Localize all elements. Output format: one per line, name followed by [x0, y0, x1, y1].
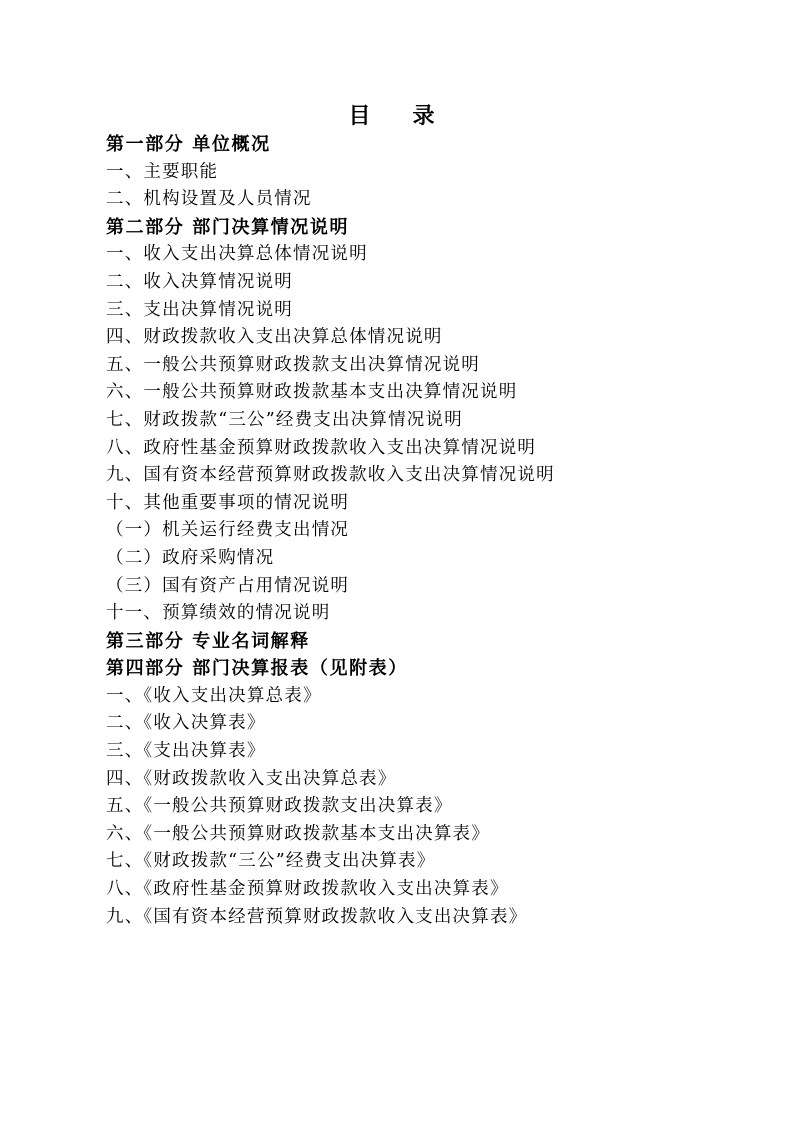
toc-subitem: （一）机关运行经费支出情况	[106, 520, 350, 541]
toc-item: 三、《支出决算表》	[106, 741, 266, 762]
toc-item: 五、《一般公共预算财政拨款支出决算表》	[106, 796, 453, 817]
toc-part-heading: 第三部分 专业名词解释	[106, 630, 310, 652]
toc-part-heading: 第二部分 部门决算情况说明	[106, 216, 350, 238]
toc-item: 六、一般公共预算财政拨款基本支出决算情况说明	[106, 382, 518, 403]
toc-item: 六、《一般公共预算财政拨款基本支出决算表》	[106, 823, 490, 844]
toc-item: 一、收入支出决算总体情况说明	[106, 244, 368, 265]
toc-item: 五、一般公共预算财政拨款支出决算情况说明	[106, 354, 480, 375]
toc-item: 八、《政府性基金预算财政拨款收入支出决算表》	[106, 879, 509, 900]
toc-item: 二、收入决算情况说明	[106, 271, 293, 292]
toc-item: 二、《收入决算表》	[106, 713, 266, 734]
toc-item: 七、财政拨款“三公”经费支出决算情况说明	[106, 409, 463, 430]
table-of-contents	[106, 131, 766, 931]
toc-item: 一、《收入支出决算总表》	[106, 685, 322, 706]
toc-item: 十、其他重要事项的情况说明	[106, 492, 350, 513]
toc-part-heading: 第四部分 部门决算报表（见附表）	[106, 658, 408, 680]
toc-item: 四、《财政拨款收入支出决算总表》	[106, 768, 397, 789]
toc-item: 一、主要职能	[106, 161, 219, 182]
toc-item: 八、政府性基金预算财政拨款收入支出决算情况说明	[106, 437, 537, 458]
toc-item: 三、支出决算情况说明	[106, 299, 293, 320]
toc-item: 七、《财政拨款“三公”经费支出决算表》	[106, 851, 436, 872]
toc-title: 目 录	[348, 103, 445, 129]
toc-subitem: （二）政府采购情况	[106, 547, 275, 568]
toc-subitem: （三）国有资产占用情况说明	[106, 575, 350, 596]
toc-item: 二、机构设置及人员情况	[106, 189, 312, 210]
toc-item: 九、《国有资本经营预算财政拨款收入支出决算表》	[106, 906, 528, 927]
toc-item: 九、国有资本经营预算财政拨款收入支出决算情况说明	[106, 465, 555, 486]
toc-part-heading: 第一部分 单位概况	[106, 134, 271, 155]
toc-item: 四、财政拨款收入支出决算总体情况说明	[106, 327, 443, 348]
toc-item: 十一、预算绩效的情况说明	[106, 603, 331, 624]
